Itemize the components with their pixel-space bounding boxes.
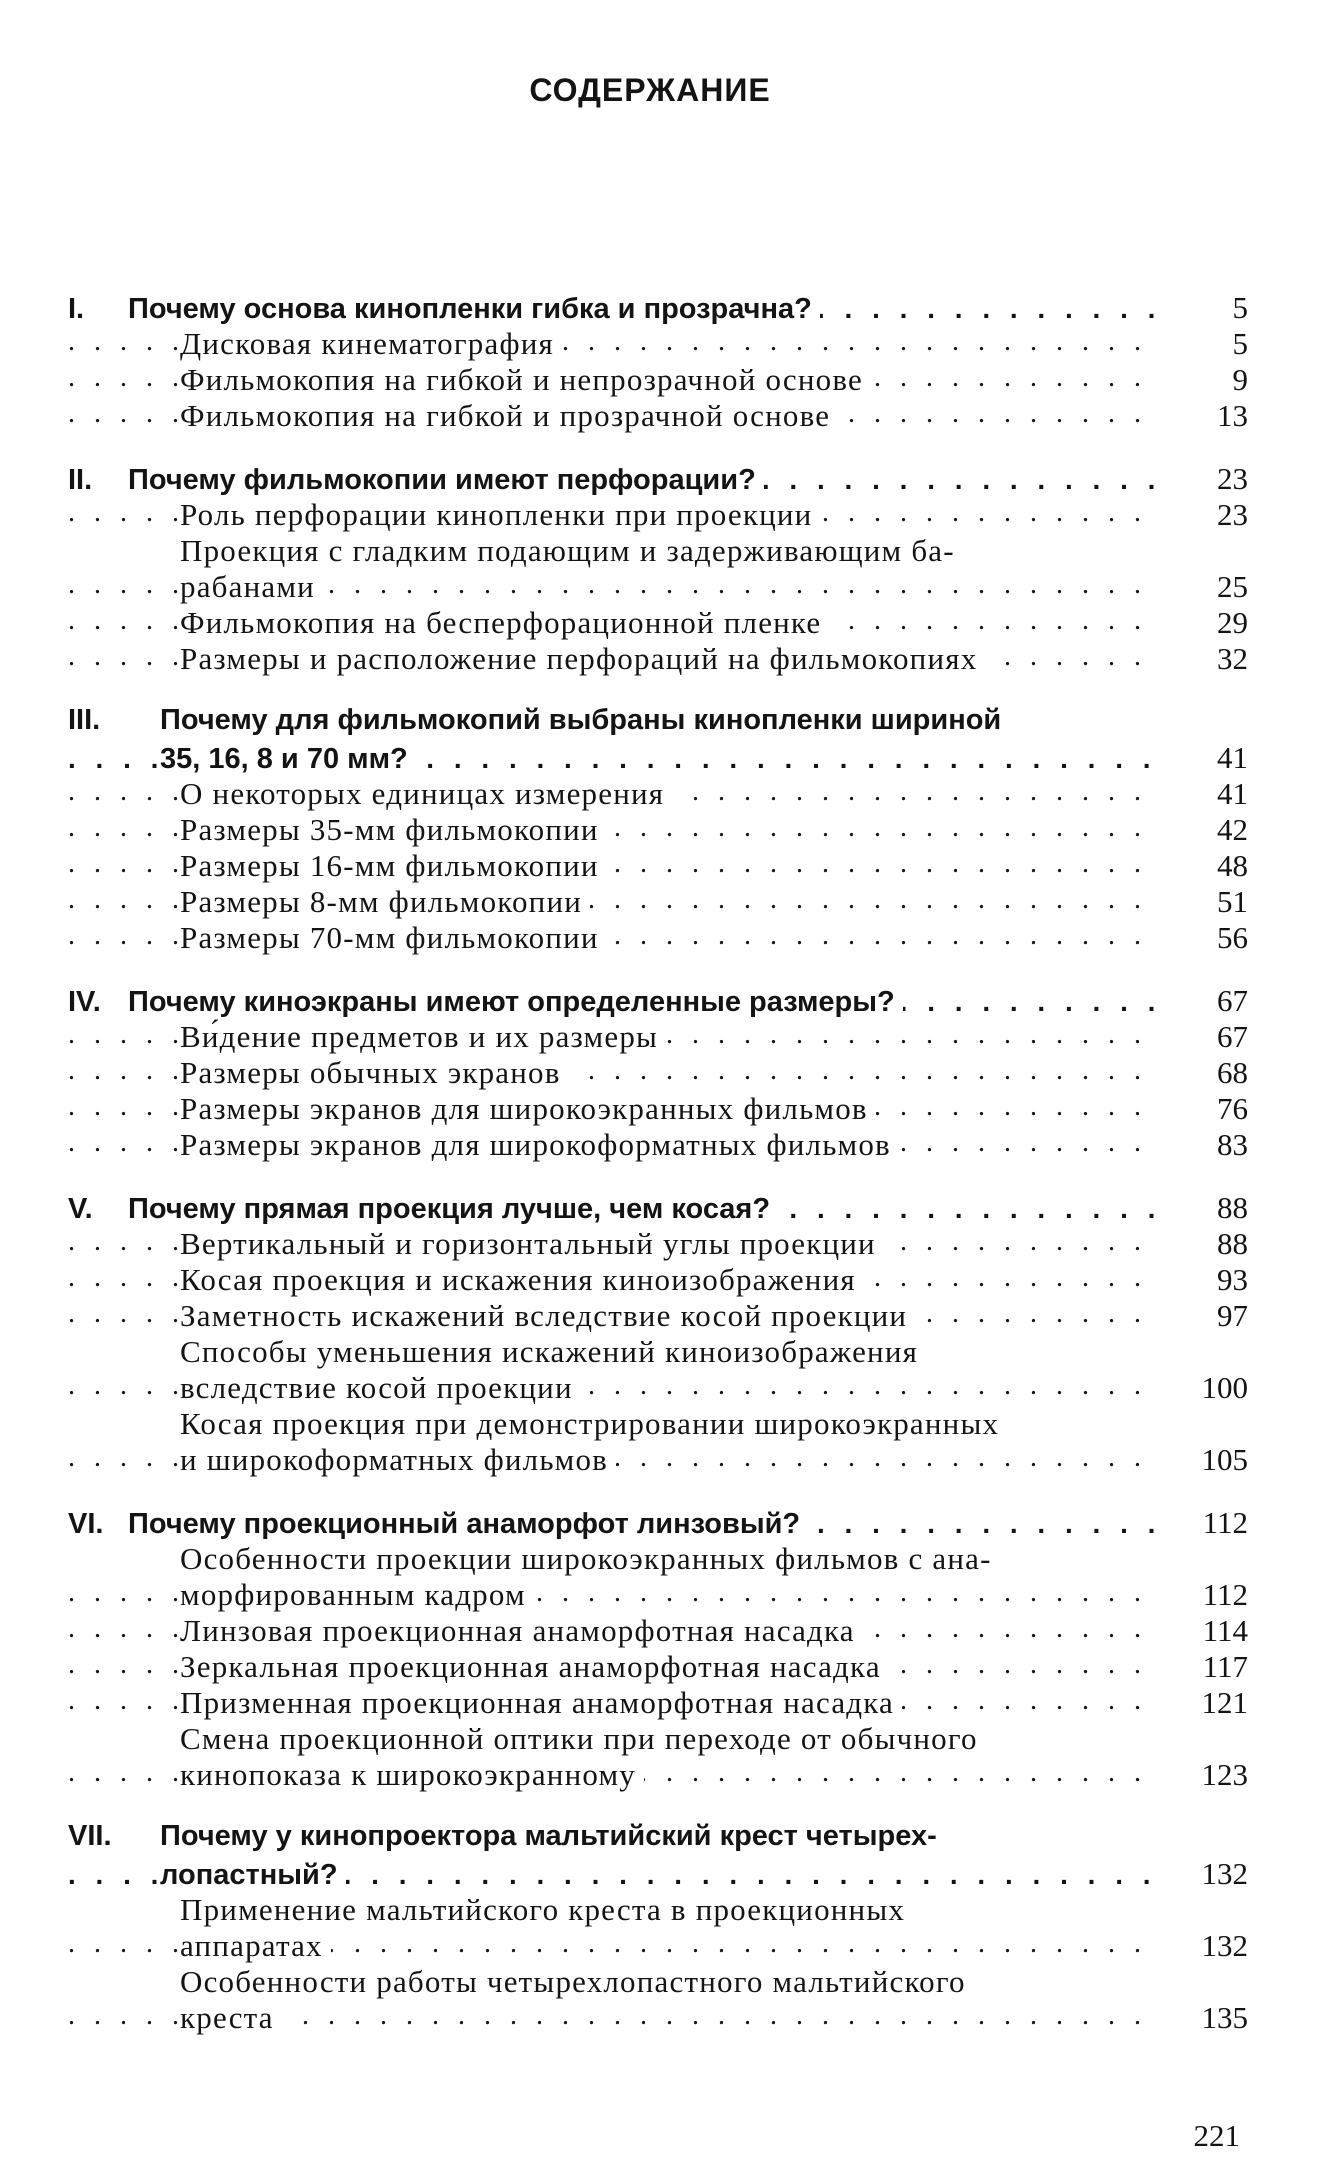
entry-page-number: 41: [1158, 776, 1248, 812]
chapter-section: [68, 983, 1248, 1163]
entry-page-number: 56: [1158, 920, 1248, 956]
toc-entry: [68, 398, 1248, 434]
chapter-heading: [68, 1820, 1248, 1856]
entry-page-number: 5: [1158, 326, 1248, 362]
entry-title: Размеры 16-мм фильмокопии: [180, 848, 607, 883]
chapter-section: [68, 704, 1248, 956]
entry-title: Почему основа кинопленки гибка и прозрачна?: [128, 293, 820, 325]
toc-entry: [68, 641, 1248, 677]
toc-entry: [68, 848, 1248, 884]
toc-entry: [68, 1019, 1248, 1055]
entry-page-number: 48: [1158, 848, 1248, 884]
entry-title: Фильмокопия на бесперфорационной пленке: [180, 605, 829, 640]
entry-page-number: 68: [1158, 1055, 1248, 1091]
entry-title: Особенности проекции широкоэкранных фильмов с ана-: [180, 1541, 1000, 1576]
toc-entry: [68, 1127, 1248, 1163]
entry-page-number: 23: [1158, 497, 1248, 533]
entry-title: Заметность искажений вследствие косой проекции: [180, 1298, 915, 1333]
entry-title: Почему прямая проекция лучше, чем косая?: [128, 1193, 778, 1225]
toc-entry: [68, 1613, 1248, 1649]
chapter-heading: [68, 1190, 1248, 1226]
entry-title: Размеры экранов для широкоформатных фильмов: [180, 1127, 899, 1162]
toc-entry: [68, 920, 1248, 956]
chapter-heading: [68, 461, 1248, 497]
toc-entry: [68, 1757, 1248, 1793]
chapter-number: VI.: [68, 1508, 104, 1540]
toc-entry: [68, 1442, 1248, 1478]
entry-title: Фильмокопия на гибкой и прозрачной основе: [180, 398, 838, 433]
entry-title: Косая проекция и искажения киноизображения: [180, 1262, 864, 1297]
chapter-section: [68, 461, 1248, 677]
toc-entry: [68, 1928, 1248, 1964]
entry-page-number: 41: [1158, 740, 1248, 776]
entry-title: Дисковая кинематография: [180, 326, 562, 361]
toc-entry: [68, 1334, 1248, 1370]
toc-entry: [68, 1577, 1248, 1613]
entry-page-number: 51: [1158, 884, 1248, 920]
toc-entry: [68, 1298, 1248, 1334]
entry-title: Проекция с гладким подающим и задерживающим ба-: [180, 533, 963, 568]
entry-title: Размеры 35-мм фильмокопии: [180, 812, 607, 847]
toc-entry: [68, 1649, 1248, 1685]
entry-page-number: 25: [1158, 569, 1248, 605]
entry-page-number: 88: [1158, 1226, 1248, 1262]
toc-entry: [68, 1055, 1248, 1091]
toc-entry: [68, 1370, 1248, 1406]
entry-title: Линзовая проекционная анаморфотная насадка: [180, 1613, 863, 1648]
entry-title: О некоторых единицах измерения: [180, 776, 672, 811]
entry-title: Размеры экранов для широкоэкранных фильмов: [180, 1091, 876, 1126]
entry-title: Почему для фильмокопий выбраны кинопленки шириной: [160, 704, 1009, 736]
chapter-number: III.: [68, 704, 101, 736]
toc-entry: [68, 1892, 1248, 1928]
toc-entry: [68, 1964, 1248, 2000]
toc-entry: [68, 1541, 1248, 1577]
toc-entry: [68, 362, 1248, 398]
entry-page-number: 112: [1158, 1505, 1248, 1541]
entry-title: Фильмокопия на гибкой и непрозрачной основе: [180, 362, 871, 397]
chapter-heading: [68, 704, 1248, 740]
chapter-heading: [68, 1505, 1248, 1541]
toc-entry: [68, 884, 1248, 920]
toc-entry: [68, 1685, 1248, 1721]
chapter-heading: [68, 1856, 1248, 1892]
entry-title: Размеры и расположение перфораций на фильмокопиях: [180, 641, 985, 676]
entry-title: Зеркальная проекционная анаморфотная насадка: [180, 1649, 889, 1684]
entry-page-number: 88: [1158, 1190, 1248, 1226]
entry-title: Почему киноэкраны имеют определенные размеры?: [128, 986, 903, 1018]
toc-entry: [68, 1721, 1248, 1757]
entry-page-number: 105: [1158, 1442, 1248, 1478]
entry-title: Смена проекционной оптики при переходе от обычного: [180, 1721, 986, 1756]
entry-title: аппаратах: [180, 1928, 331, 1963]
entry-title: лопастный?: [160, 1859, 346, 1891]
entry-page-number: 132: [1158, 1856, 1248, 1892]
entry-page-number: 32: [1158, 641, 1248, 677]
toc-entry: [68, 1091, 1248, 1127]
toc-entry: [68, 776, 1248, 812]
entry-title: Размеры 70-мм фильмокопии: [180, 920, 607, 955]
entry-title: Почему у кинопроектора мальтийский крест четырех-: [160, 1820, 945, 1852]
entry-page-number: 13: [1158, 398, 1248, 434]
entry-page-number: 23: [1158, 461, 1248, 497]
toc-entry: [68, 1406, 1248, 1442]
entry-page-number: 67: [1158, 983, 1248, 1019]
entry-title: Косая проекция при демонстрировании широкоэкранных: [180, 1406, 1007, 1441]
chapter-section: [68, 1190, 1248, 1478]
entry-title: 35, 16, 8 и 70 мм?: [160, 743, 416, 775]
entry-page-number: 123: [1158, 1757, 1248, 1793]
entry-page-number: 76: [1158, 1091, 1248, 1127]
entry-title: и широкоформатных фильмов: [180, 1442, 616, 1477]
entry-page-number: 9: [1158, 362, 1248, 398]
chapter-number: IV.: [68, 986, 101, 1018]
entry-page-number: 97: [1158, 1298, 1248, 1334]
toc-entry: [68, 1226, 1248, 1262]
entry-page-number: 93: [1158, 1262, 1248, 1298]
entry-title: Призменная проекционная анаморфотная насадка: [180, 1685, 902, 1720]
entry-title: кинопоказа к широкоэкранному: [180, 1757, 644, 1792]
page-title: СОДЕРЖАНИЕ: [529, 72, 771, 108]
toc-entry: [68, 812, 1248, 848]
entry-page-number: 114: [1158, 1613, 1248, 1649]
entry-title: вследствие косой проекции: [180, 1370, 581, 1405]
entry-title: Размеры 8-мм фильмокопии: [180, 884, 590, 919]
toc-entry: [68, 569, 1248, 605]
page-number: 221: [1193, 2118, 1240, 2153]
entry-title: Роль перфорации кинопленки при проекции: [180, 497, 820, 532]
entry-title: Вертикальный и горизонтальный углы проекции: [180, 1226, 884, 1261]
toc-entry: [68, 1262, 1248, 1298]
entry-page-number: 83: [1158, 1127, 1248, 1163]
entry-title: Особенности работы четырехлопастного мальтийского: [180, 1964, 974, 1999]
entry-page-number: 132: [1158, 1928, 1248, 1964]
chapter-heading: [68, 290, 1248, 326]
entry-title: морфированным кадром: [180, 1577, 534, 1612]
chapter-heading: [68, 740, 1248, 776]
entry-page-number: 121: [1158, 1685, 1248, 1721]
entry-title: Размеры обычных экранов: [180, 1055, 569, 1090]
chapter-number: II.: [68, 464, 93, 496]
entry-page-number: 117: [1158, 1649, 1248, 1685]
entry-title: Применение мальтийского креста в проекционных: [180, 1892, 913, 1927]
entry-page-number: 29: [1158, 605, 1248, 641]
entry-title: Почему проекционный анаморфот линзовый?: [128, 1508, 808, 1540]
toc-entry: [68, 326, 1248, 362]
entry-title: Способы уменьшения искажений киноизображения: [180, 1334, 926, 1369]
entry-title: Почему фильмокопии имеют перфорации?: [128, 464, 764, 496]
toc-entry: [68, 2000, 1248, 2036]
entry-title: Ви́дение предметов и их размеры: [180, 1019, 666, 1054]
chapter-section: [68, 1505, 1248, 1793]
entry-page-number: 5: [1158, 290, 1248, 326]
toc-entry: [68, 605, 1248, 641]
entry-page-number: 42: [1158, 812, 1248, 848]
chapter-section: [68, 1820, 1248, 2036]
table-of-contents: [68, 290, 1248, 2063]
chapter-number: I.: [68, 293, 85, 325]
toc-entry: [68, 497, 1248, 533]
chapter-heading: [68, 983, 1248, 1019]
entry-page-number: 135: [1158, 2000, 1248, 2036]
chapter-number: VII.: [68, 1820, 112, 1852]
entry-page-number: 67: [1158, 1019, 1248, 1055]
entry-title: креста: [180, 2000, 282, 2035]
chapter-section: [68, 290, 1248, 434]
chapter-number: V.: [68, 1193, 93, 1225]
entry-page-number: 100: [1158, 1370, 1248, 1406]
entry-title: рабанами: [180, 569, 323, 604]
toc-entry: [68, 533, 1248, 569]
entry-page-number: 112: [1158, 1577, 1248, 1613]
